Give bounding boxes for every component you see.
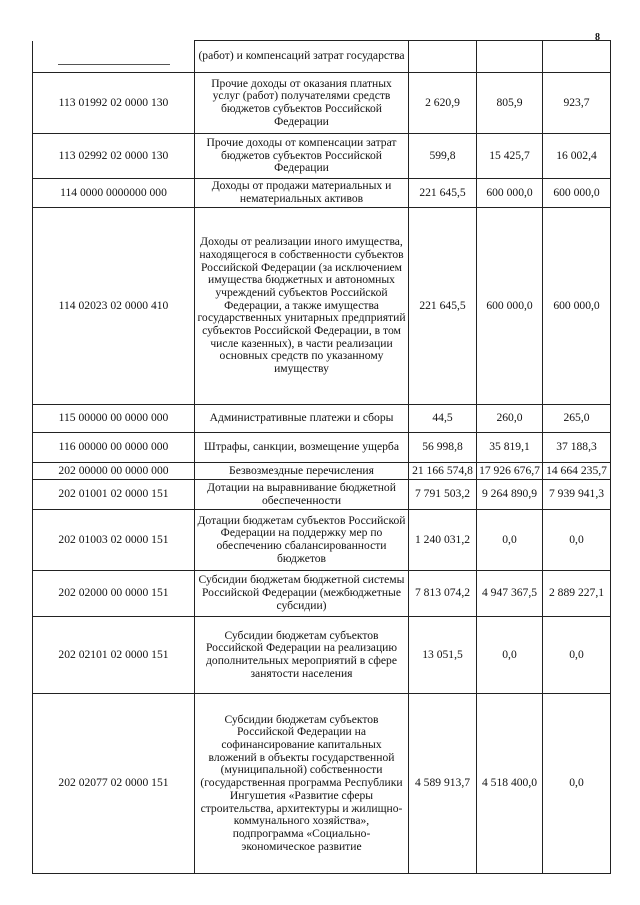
row-name: Субсидии бюджетам бюджетной системы Российской Федерации (межбюджетные субсидии) <box>195 571 409 617</box>
budget-revenue-table <box>32 40 611 874</box>
row-value-1: 4 589 913,7 <box>409 694 477 874</box>
row-value-3: 14 664 235,7 <box>543 463 611 480</box>
table-row <box>33 694 611 874</box>
row-value-1: 2 620,9 <box>409 73 477 134</box>
row-value-2: 4 947 367,5 <box>477 571 543 617</box>
row-value-1: 13 051,5 <box>409 617 477 694</box>
row-code: 116 00000 00 0000 000 <box>33 433 195 463</box>
row-name: Безвозмездные перечисления <box>195 463 409 480</box>
row-name: Дотации на выравнивание бюджетной обеспеченности <box>195 480 409 510</box>
row-code: 202 02077 02 0000 151 <box>33 694 195 874</box>
table-row <box>33 405 611 433</box>
row-value-2: 9 264 890,9 <box>477 480 543 510</box>
row-value-3: 923,7 <box>543 73 611 134</box>
row-name: Штрафы, санкции, возмещение ущерба <box>195 433 409 463</box>
row-value-2: 15 425,7 <box>477 134 543 179</box>
row-value-2: 0,0 <box>477 617 543 694</box>
table-row <box>33 571 611 617</box>
page-number: 8 <box>595 32 600 43</box>
row-code: 202 01003 02 0000 151 <box>33 510 195 571</box>
row-name: Прочие доходы от оказания платных услуг (работ) получателями средств бюджетов субъектов Российской Федерации <box>195 73 409 134</box>
table-row <box>33 134 611 179</box>
row-value-2: 805,9 <box>477 73 543 134</box>
row-value-3: 600 000,0 <box>543 179 611 208</box>
table-row <box>33 617 611 694</box>
row-value-3: 7 939 941,3 <box>543 480 611 510</box>
row-value-1: 221 645,5 <box>409 208 477 405</box>
row-value-3 <box>543 41 611 73</box>
row-code: 202 00000 00 0000 000 <box>33 463 195 480</box>
row-name: (работ) и компенсаций затрат государства <box>195 41 409 73</box>
row-value-3: 37 188,3 <box>543 433 611 463</box>
row-name: Доходы от реализации иного имущества, находящегося в собственности субъектов Российской Федерации (за исключением имущества бюджетных и автономных учреждений субъектов Российской Федерации, а также имущества государственных унитарных предприятий субъектов Российской Федерации, в том числе казенных), в части реализации основных средств по указанному имуществу <box>195 208 409 405</box>
row-code: 114 0000 0000000 000 <box>33 179 195 208</box>
row-value-3: 16 002,4 <box>543 134 611 179</box>
row-code: 113 01992 02 0000 130 <box>33 73 195 134</box>
row-value-2: 600 000,0 <box>477 179 543 208</box>
row-name: Субсидии бюджетам субъектов Российской Федерации на реализацию дополнительных мероприятий в сфере занятости населения <box>195 617 409 694</box>
row-value-3: 2 889 227,1 <box>543 571 611 617</box>
row-value-1: 599,8 <box>409 134 477 179</box>
row-value-3: 0,0 <box>543 694 611 874</box>
row-code: 202 01001 02 0000 151 <box>33 480 195 510</box>
row-value-3: 265,0 <box>543 405 611 433</box>
row-value-2: 600 000,0 <box>477 208 543 405</box>
row-code: 114 02023 02 0000 410 <box>33 208 195 405</box>
row-value-1: 44,5 <box>409 405 477 433</box>
row-value-2: 4 518 400,0 <box>477 694 543 874</box>
table-row <box>33 41 611 73</box>
table-row <box>33 73 611 134</box>
row-value-1: 21 166 574,8 <box>409 463 477 480</box>
table-row <box>33 208 611 405</box>
row-value-1 <box>409 41 477 73</box>
row-name: Субсидии бюджетам субъектов Российской Федерации на софинансирование капитальных вложений в объекты государственной (муниципальной) собственности (государственная программа Республики Ингушетия «Развитие сферы строительства, архитектуры и жилищно-коммунального хозяйства», подпрограмма «Социально-экономическое развитие <box>195 694 409 874</box>
row-value-3: 0,0 <box>543 617 611 694</box>
row-value-1: 7 813 074,2 <box>409 571 477 617</box>
row-value-2: 260,0 <box>477 405 543 433</box>
row-code: 115 00000 00 0000 000 <box>33 405 195 433</box>
row-value-2 <box>477 41 543 73</box>
row-name: Административные платежи и сборы <box>195 405 409 433</box>
row-value-2: 35 819,1 <box>477 433 543 463</box>
continuation-line <box>58 64 170 65</box>
row-code <box>33 41 195 73</box>
row-value-1: 221 645,5 <box>409 179 477 208</box>
table-row <box>33 179 611 208</box>
row-value-1: 56 998,8 <box>409 433 477 463</box>
row-value-3: 0,0 <box>543 510 611 571</box>
row-name: Доходы от продажи материальных и нематериальных активов <box>195 179 409 208</box>
row-name: Прочие доходы от компенсации затрат бюджетов субъектов Российской Федерации <box>195 134 409 179</box>
row-code: 202 02000 00 0000 151 <box>33 571 195 617</box>
table-row <box>33 510 611 571</box>
row-code: 202 02101 02 0000 151 <box>33 617 195 694</box>
row-value-3: 600 000,0 <box>543 208 611 405</box>
row-value-1: 7 791 503,2 <box>409 480 477 510</box>
table-row <box>33 463 611 480</box>
row-code: 113 02992 02 0000 130 <box>33 134 195 179</box>
row-value-2: 0,0 <box>477 510 543 571</box>
row-value-2: 17 926 676,7 <box>477 463 543 480</box>
table-row <box>33 433 611 463</box>
row-name: Дотации бюджетам субъектов Российской Федерации на поддержку мер по обеспечению сбалансированности бюджетов <box>195 510 409 571</box>
table-row <box>33 480 611 510</box>
row-value-1: 1 240 031,2 <box>409 510 477 571</box>
